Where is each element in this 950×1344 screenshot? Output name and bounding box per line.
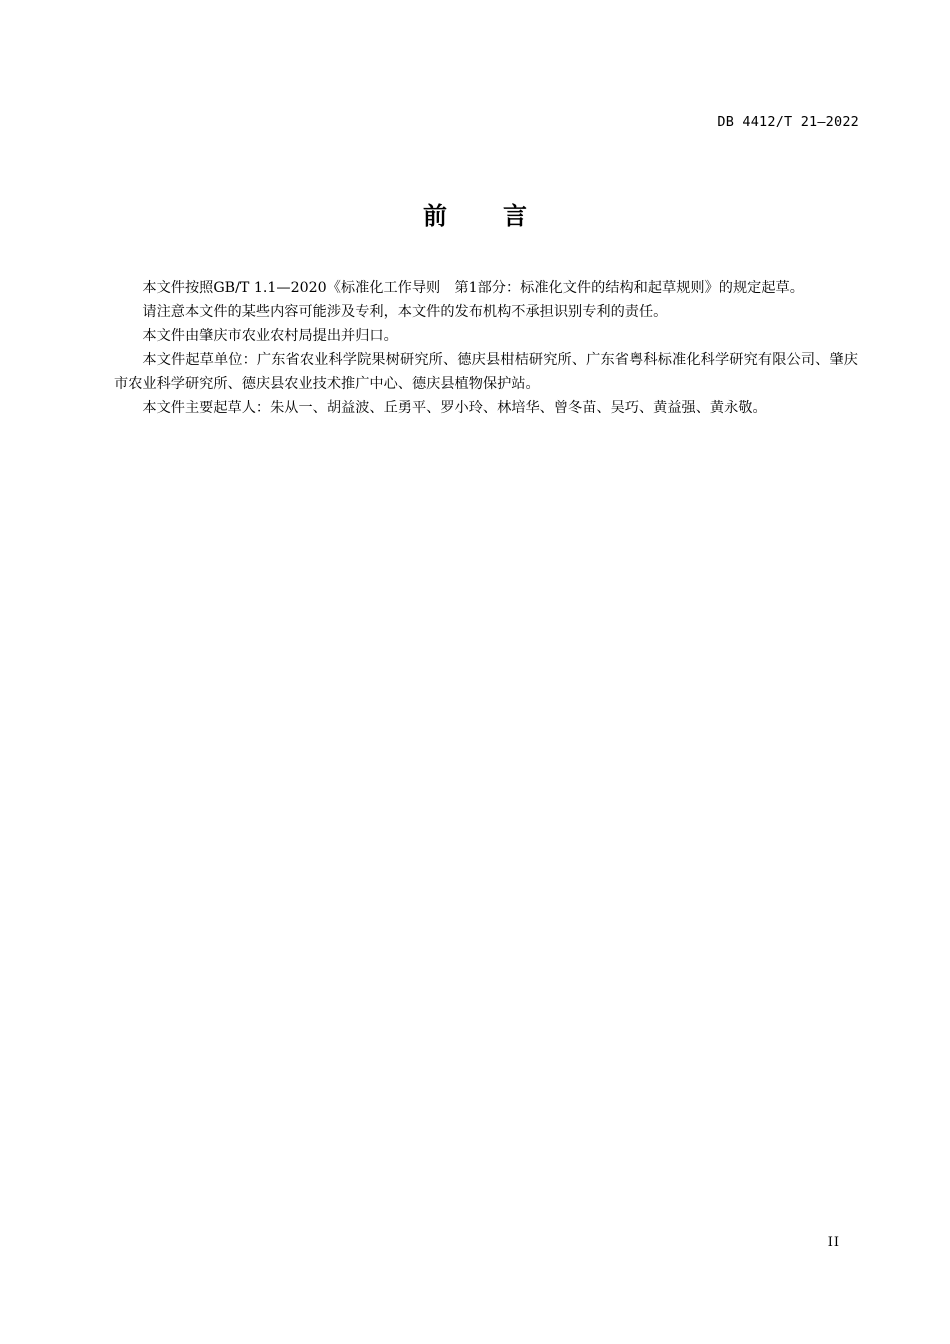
title-char-1: 前 [423, 202, 447, 230]
foreword-body [114, 276, 858, 420]
paragraph-proposer: 本文件由肇庆市农业农村局提出并归口。 [142, 328, 398, 344]
title-char-2: 言 [503, 202, 527, 230]
page-number: II [827, 1235, 840, 1250]
paragraph-drafting-units: 本文件起草单位：广东省农业科学院果树研究所、德庆县柑桔研究所、广东省粤科标准化科学研究有限公司、肇庆市农业科学研究所、德庆县农业技术推广中心、德庆县植物保护站。 [114, 352, 858, 392]
paragraph-drafting-basis: 本文件按照GB/T 1.1—2020《标准化工作导则 第1部分：标准化文件的结构和起草规则》的规定起草。 [142, 280, 804, 296]
document-code: DB 4412/T 21—2022 [717, 114, 859, 130]
paragraph-drafters: 本文件主要起草人：朱从一、胡益波、丘勇平、罗小玲、林培华、曾冬苗、吴巧、黄益强、黄永敬。 [142, 400, 767, 416]
page-title [0, 196, 950, 231]
paragraph-patent-notice: 请注意本文件的某些内容可能涉及专利，本文件的发布机构不承担识别专利的责任。 [142, 304, 668, 320]
